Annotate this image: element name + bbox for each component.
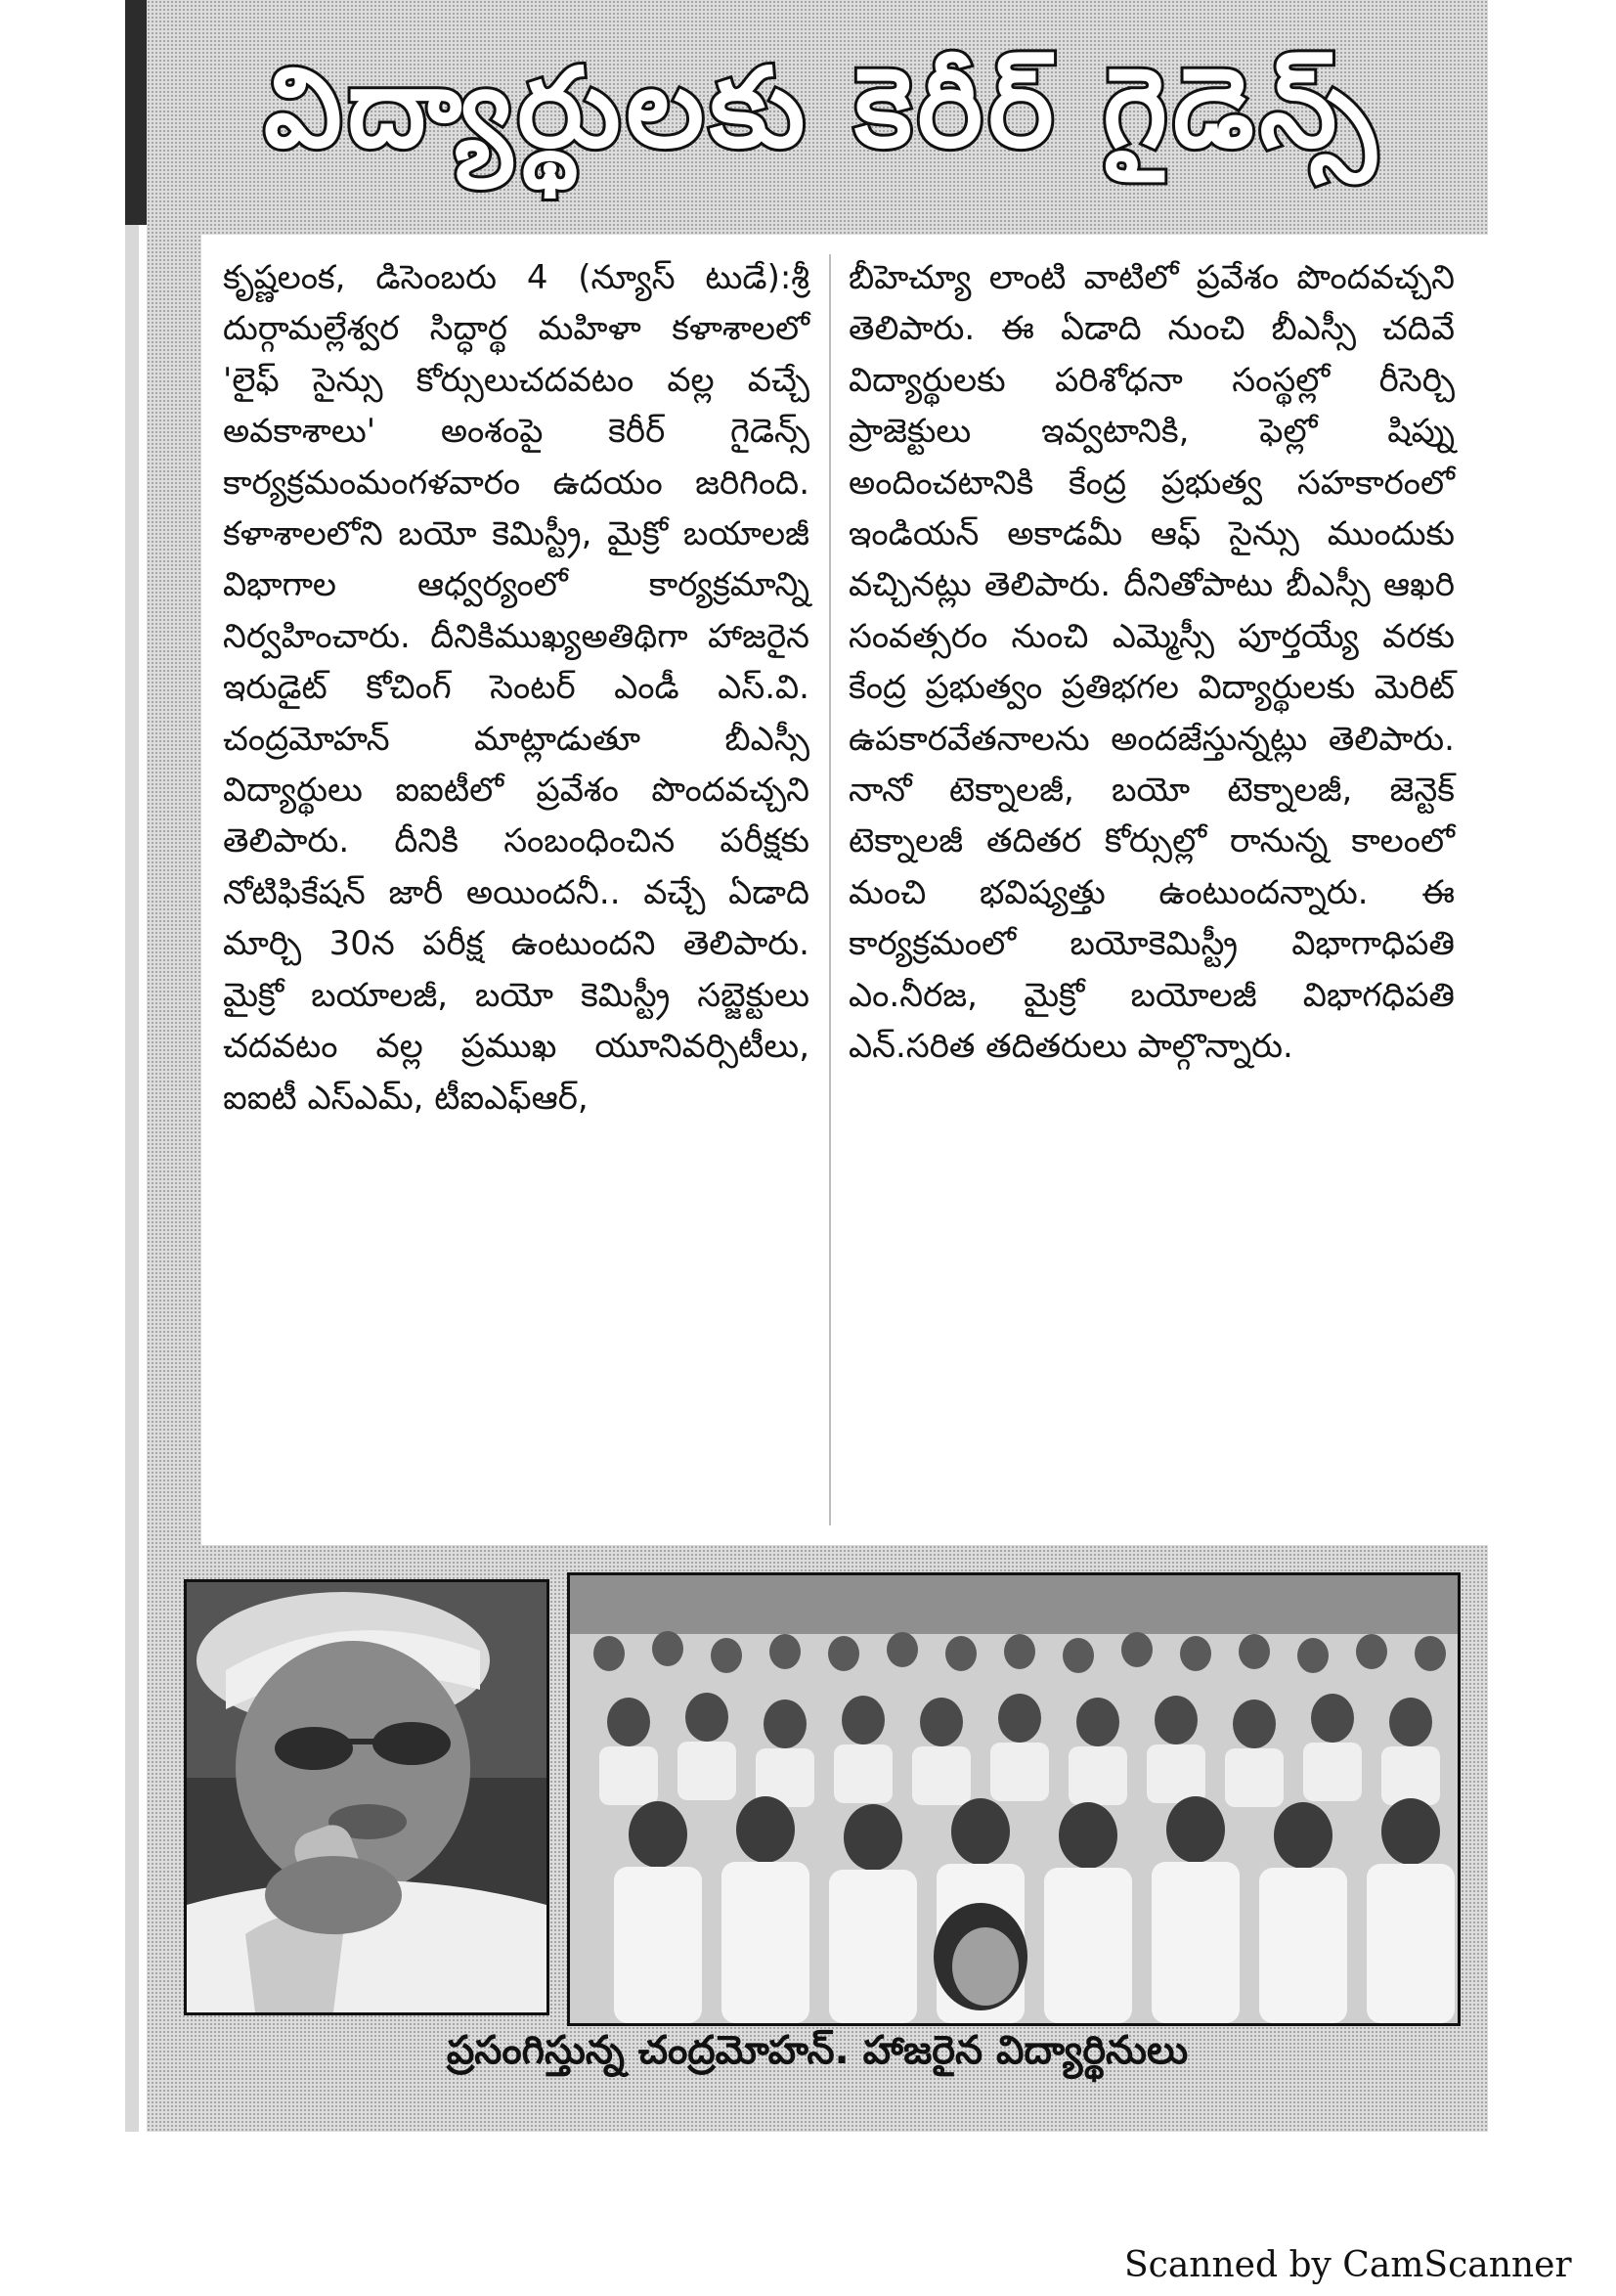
article-column-1: కృష్ణలంక, డిసెంబరు 4 (న్యూస్ టుడే):శ్రీ దుర్గామల్లేశ్వర సిద్ధార్థ మహిళా కళాశాలలో 'లైఫ్ సైన్సు కోర్సులుచదవటం వల్ల వచ్చే అవకాశాలు' అంశంపై కెరీర్ గైడెన్స్ కార్యక్రమంమంగళవారం ఉదయం జరిగింది. కళాశాలలోని బయో కెమిస్ట్రీ, మైక్రో బయాలజీ విభాగాల ఆధ్వర్యంలో కార్యక్రమాన్ని నిర్వహించారు. దీనికిముఖ్యఅతిథిగా హాజరైన ఇరుడైట్ కోచింగ్ సెంటర్ ఎండీ ఎస్.వి. చంద్రమోహన్ మాట్లాడుతూ బీఎస్సీ విద్యార్థులు ఐఐటీలో ప్రవేశం పొందవచ్చని తెలిపారు. దీనికి సంబంధించిన పరీక్షకు నోటిఫికేషన్ జారీ అయిందనీ.. వచ్చే ఏడాది మార్చి 30న పరీక్ష ఉంటుందని తెలిపారు. మైక్రో బయాలజీ, బయో కెమిస్ట్రీ సబ్జెక్టులు చదవటం వల్ల ప్రముఖ యూనివర్సిటీలు, ఐఐటీ ఎస్ఎమ్, టీఐఎఫ్ఆర్, <box>223 258 809 1118</box>
masthead <box>225 20 1476 225</box>
headline: విద్యార్థులకు కెరీర్ గైడెన్స్ <box>264 45 1382 172</box>
article-body <box>201 235 1609 1545</box>
photo-caption: ప్రసంగిస్తున్న చంద్రమోహన్. హాజరైన విద్యార్థినులు <box>446 2028 1189 2073</box>
speaker-photo <box>184 1579 549 2015</box>
article-column-2: బీహెచ్యూ లాంటి వాటిలో ప్రవేశం పొందవచ్చని తెలిపారు. ఈ ఏడాది నుంచి బీఎస్సీ చదివే విద్యార్థులకు పరిశోధనా సంస్థల్లో రీసెర్చి ప్రాజెక్టులు ఇవ్వటానికి, ఫెల్లో షిప్ను అందించటానికి కేంద్ర ప్రభుత్వ సహకారంలో ఇండియన్ అకాడమీ ఆఫ్ సైన్సు ముందుకు వచ్చినట్లు తెలిపారు. దీనితోపాటు బీఎస్సీ ఆఖరి సంవత్సరం నుంచి ఎమ్మెస్సీ పూర్తయ్యే వరకు కేంద్ర ప్రభుత్వం ప్రతిభగల విద్యార్థులకు మెరిట్ ఉపకారవేతనాలను అందజేస్తున్నట్లు తెలిపారు. నానో టెక్నాలజీ, బయో టెక్నాలజీ, జెన్టెక్ టెక్నాలజీ తదితర కోర్సుల్లో రానున్న కాలంలో మంచి భవిష్యత్తు ఉంటుందన్నారు. ఈ కార్యక్రమంలో బయోకెమిస్ట్రీ విభాగాధిపతి ఎం.నీరజ, మైక్రో బయోలజీ విభాగధిపతి ఎన్.సరిత తదితరులు పాల్గొన్నారు. <box>849 258 1455 1067</box>
newspaper-clipping <box>147 0 1488 2132</box>
scan-edge-strip <box>125 225 139 2132</box>
speaker-photo-image <box>187 1582 546 2012</box>
scan-edge-dark <box>125 0 147 225</box>
audience-photo <box>567 1572 1461 2026</box>
audience-photo-image <box>570 1575 1458 2023</box>
scanner-watermark: Scanned by CamScanner <box>1124 2245 1572 2285</box>
column-divider <box>829 254 831 1525</box>
